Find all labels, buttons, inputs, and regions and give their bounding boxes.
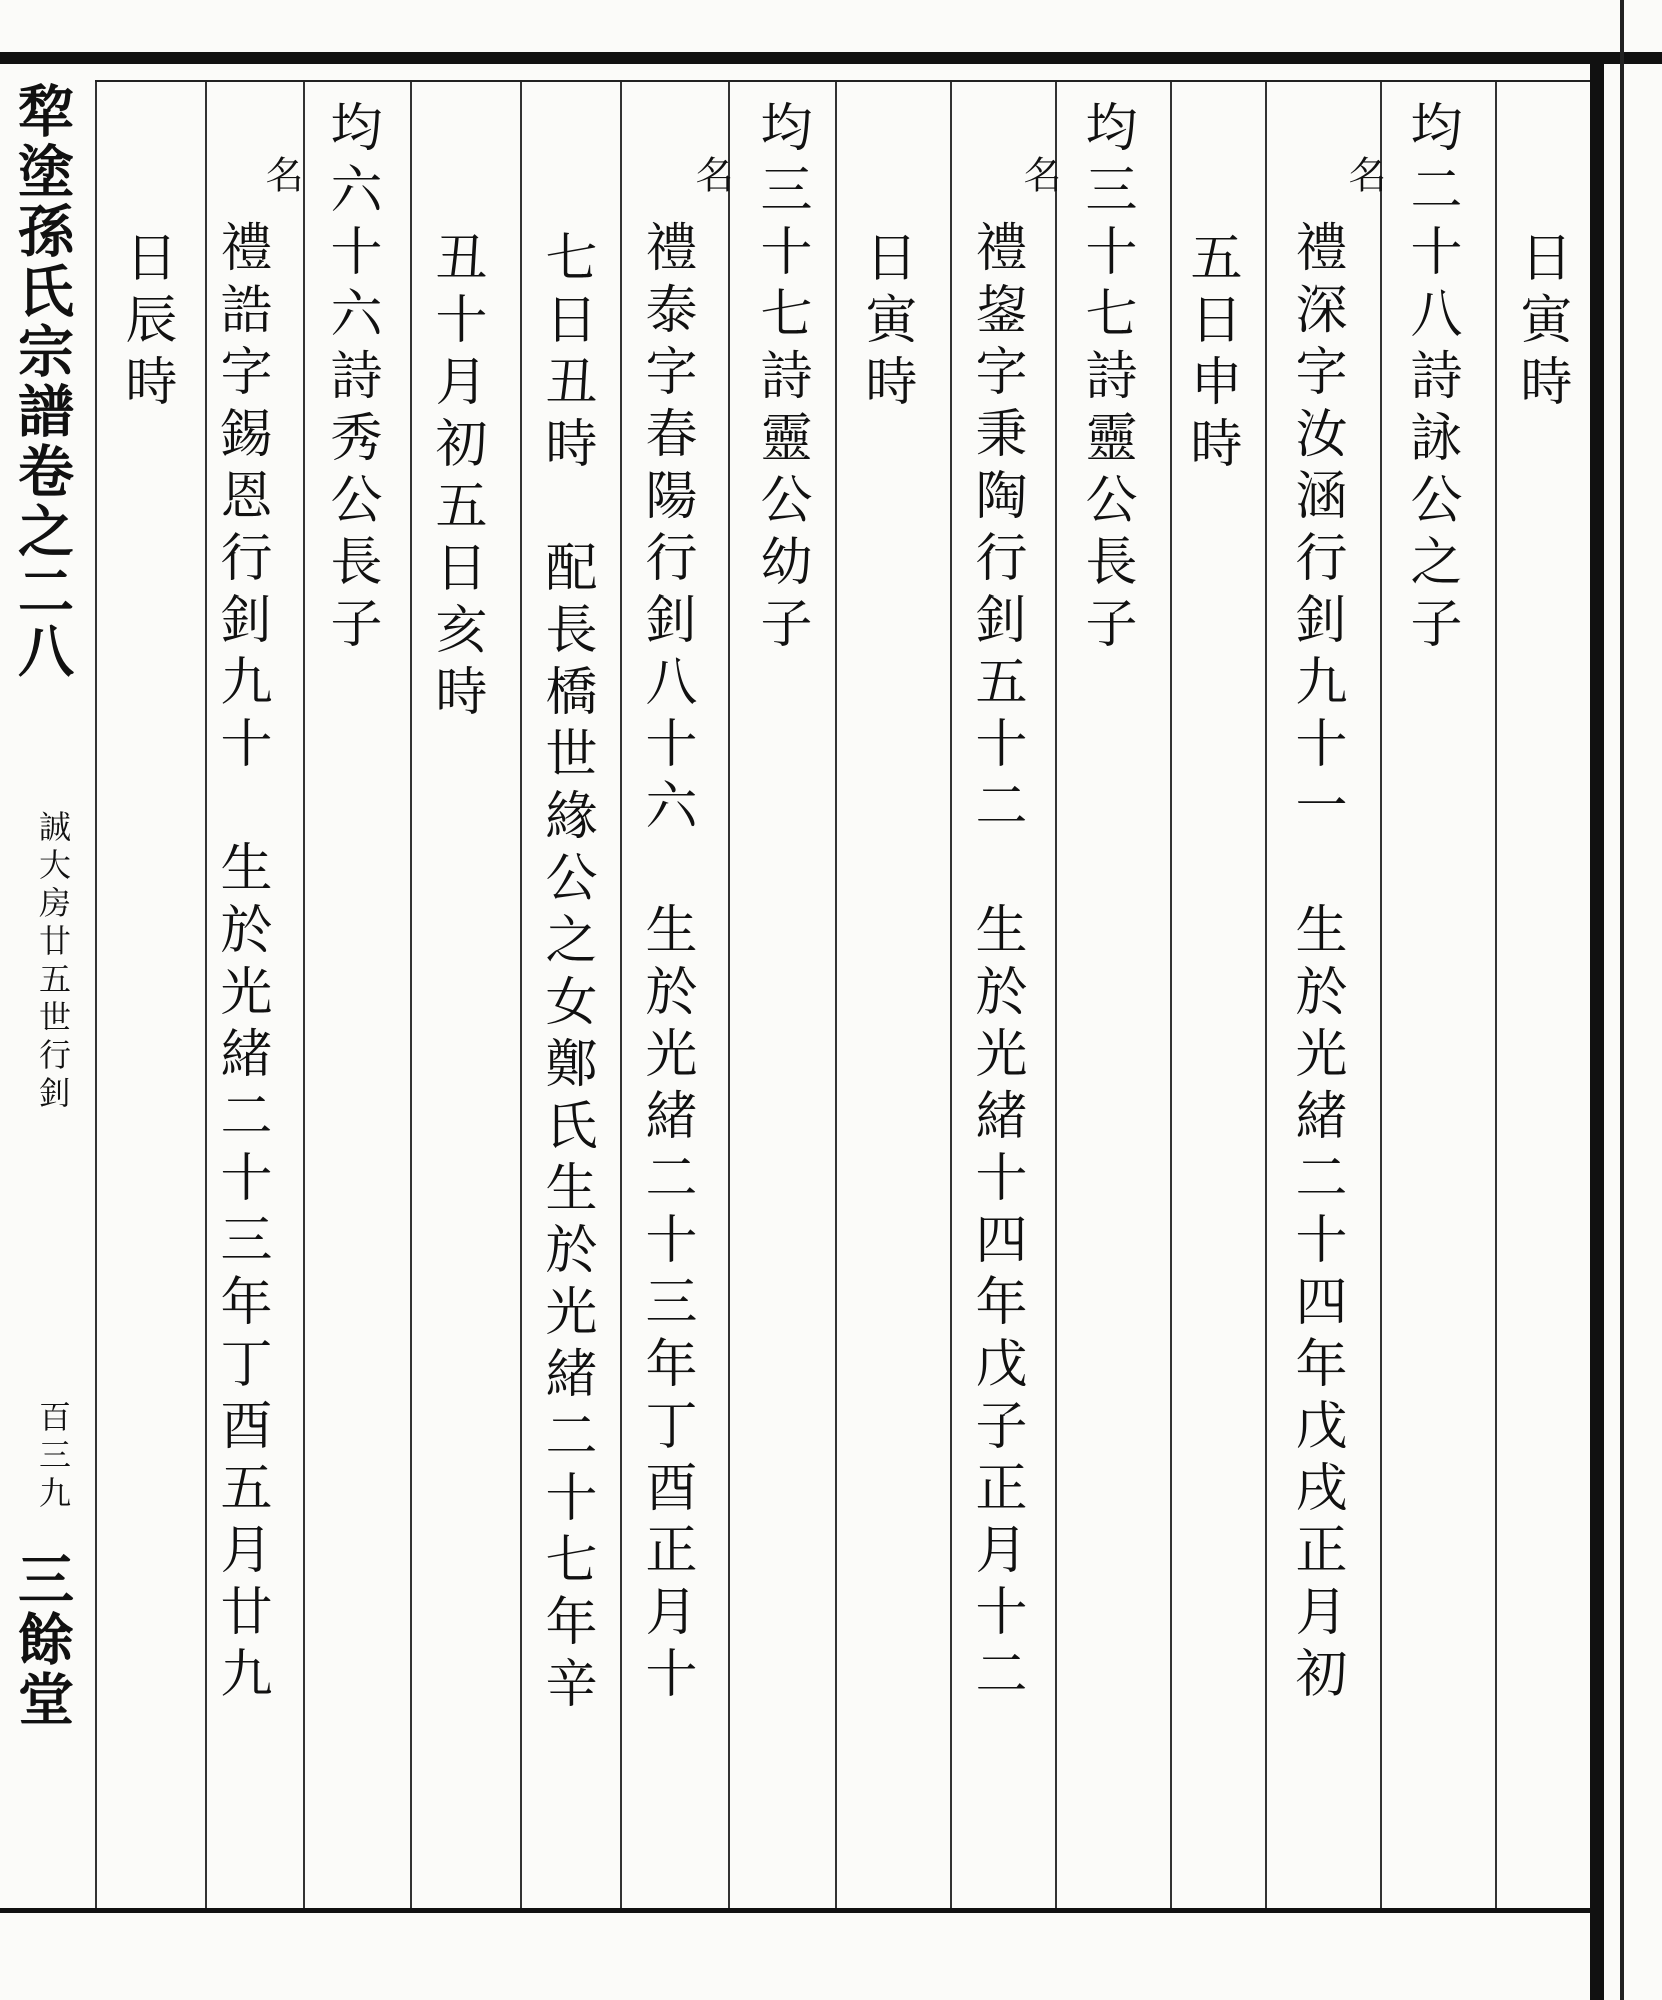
page-number: 百三九 xyxy=(34,1400,72,1514)
column-divider xyxy=(1495,82,1497,1908)
text-column-4: 五日申時 xyxy=(1181,230,1241,478)
spine-title: 犂塗孫氏宗譜卷之二八 xyxy=(9,82,75,682)
right-border xyxy=(1590,52,1604,2000)
text-column-6: 禮鋆字秉陶行釗五十二 生於光緒十四年戊子正月十二 xyxy=(966,220,1026,1708)
column-divider xyxy=(410,82,412,1908)
name-label: 名 xyxy=(259,155,303,199)
right-edge-line xyxy=(1620,0,1624,2000)
text-column-14: 日辰時 xyxy=(116,230,176,416)
name-label: 名 xyxy=(1017,155,1061,199)
column-divider xyxy=(520,82,522,1908)
text-column-3: 禮深字汝涵行釗九十一 生於光緒二十四年戊戌正月初 xyxy=(1286,220,1346,1708)
column-divider xyxy=(95,82,97,1908)
column-divider xyxy=(1170,82,1172,1908)
text-column-7: 日寅時 xyxy=(856,230,916,416)
column-divider xyxy=(1380,82,1382,1908)
name-label: 名 xyxy=(689,155,733,199)
column-divider xyxy=(950,82,952,1908)
text-column-11: 丑十月初五日亥時 xyxy=(426,230,486,726)
column-divider xyxy=(205,82,207,1908)
text-column-10: 七日丑時 配長橋世緣公之女鄭氏生於光緒二十七年辛 xyxy=(536,230,596,1718)
column-divider xyxy=(620,82,622,1908)
text-column-9: 禮泰字春陽行釗八十六 生於光緒二十三年丁酉正月十 xyxy=(636,220,696,1708)
column-divider xyxy=(835,82,837,1908)
column-divider xyxy=(728,82,730,1908)
name-label: 名 xyxy=(1342,155,1386,199)
column-divider xyxy=(303,82,305,1908)
text-column-8: 均三十七詩靈公幼子 xyxy=(751,100,811,658)
hall-name: 三餘堂 xyxy=(9,1550,75,1730)
spine-subtitle: 誠大房廿五世行釗 xyxy=(34,810,72,1114)
text-column-13: 禮誥字錫恩行釗九十 生於光緒二十三年丁酉五月廿九 xyxy=(211,220,271,1708)
top-border-rule xyxy=(0,52,1662,64)
text-column-12: 均六十六詩秀公長子 xyxy=(321,100,381,658)
column-divider xyxy=(1265,82,1267,1908)
inner-frame-line xyxy=(95,80,1590,82)
bottom-border-rule xyxy=(0,1908,1590,1913)
text-column-2: 均二十八詩詠公之子 xyxy=(1401,100,1461,658)
column-divider xyxy=(1055,82,1057,1908)
text-column-5: 均三十七詩靈公長子 xyxy=(1076,100,1136,658)
text-column-1: 日寅時 xyxy=(1511,230,1571,416)
